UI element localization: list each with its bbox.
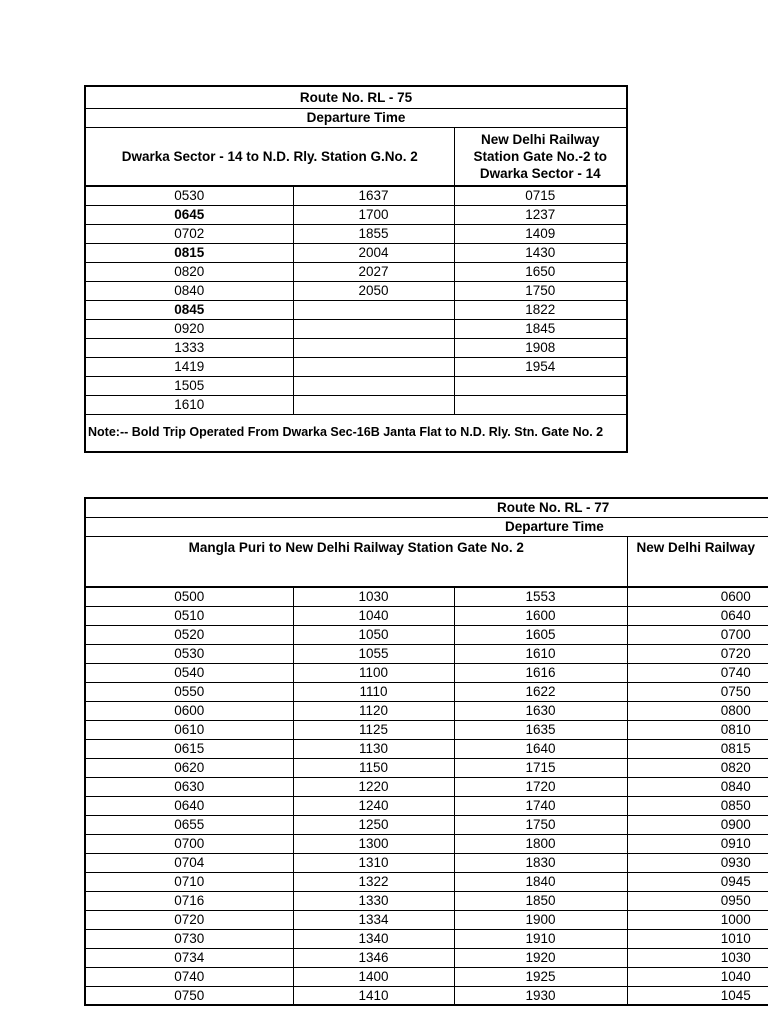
- table-row: [85, 357, 627, 376]
- departure-cell: 0530: [85, 644, 293, 663]
- departure-cell: 0700: [85, 834, 293, 853]
- departure-cell: 0704: [85, 853, 293, 872]
- table-row: [85, 205, 627, 224]
- return-cell: 0900: [627, 815, 768, 834]
- departure-cell: 1553: [454, 587, 627, 606]
- note-row: [85, 414, 627, 452]
- departure-cell: 1050: [293, 625, 454, 644]
- departure-cell: 1930: [454, 986, 627, 1005]
- departure-cell: 1925: [454, 967, 627, 986]
- departure-cell: 1855: [293, 224, 454, 243]
- return-cell: 0910: [627, 834, 768, 853]
- table-row: [85, 796, 768, 815]
- table-row: [85, 281, 627, 300]
- return-cell: 0715: [454, 186, 627, 205]
- departure-cell: 0620: [85, 758, 293, 777]
- departure-cell: 1505: [85, 376, 293, 395]
- table-row: [85, 300, 627, 319]
- departure-cell: 1100: [293, 663, 454, 682]
- table-row: [85, 815, 768, 834]
- table-row: [85, 319, 627, 338]
- departure-cell: 1605: [454, 625, 627, 644]
- departure-cell: 1750: [454, 815, 627, 834]
- departure-cell: 1910: [454, 929, 627, 948]
- return-cell: 1045: [627, 986, 768, 1005]
- table-row: [85, 853, 768, 872]
- return-cell: 1030: [627, 948, 768, 967]
- table-row: [85, 395, 627, 414]
- table-row: [85, 872, 768, 891]
- departure-cell: 1715: [454, 758, 627, 777]
- return-cell: 1409: [454, 224, 627, 243]
- departure-cell: 0500: [85, 587, 293, 606]
- departure-cell: 0920: [85, 319, 293, 338]
- departure-cell: 0540: [85, 663, 293, 682]
- table-row: [85, 262, 627, 281]
- table-row: [85, 986, 768, 1005]
- departure-cell: [293, 319, 454, 338]
- return-cell: 0930: [627, 853, 768, 872]
- route-rl77-table: [84, 497, 768, 1006]
- table-row: [85, 625, 768, 644]
- departure-cell: 0710: [85, 872, 293, 891]
- departure-cell: 0734: [85, 948, 293, 967]
- return-cell: 1040: [627, 967, 768, 986]
- route-rl75-title: Route No. RL - 75: [85, 86, 627, 108]
- route-rl75-departure-label: Departure Time: [85, 108, 627, 127]
- table-row: [85, 720, 768, 739]
- table-row: [85, 948, 768, 967]
- departure-cell: 1125: [293, 720, 454, 739]
- table-row: [85, 644, 768, 663]
- return-cell: 1908: [454, 338, 627, 357]
- return-cell: 0740: [627, 663, 768, 682]
- return-cell: 1822: [454, 300, 627, 319]
- route-rl77-title: Route No. RL - 77: [85, 498, 768, 517]
- departure-cell: 1740: [454, 796, 627, 815]
- return-cell: 0850: [627, 796, 768, 815]
- departure-cell: 1346: [293, 948, 454, 967]
- table-row: [85, 663, 768, 682]
- departure-cell: [293, 376, 454, 395]
- route-rl75-direction-2: New Delhi Railway Station Gate No.-2 to Dwarka Sector - 14: [454, 127, 627, 186]
- departure-cell: [293, 395, 454, 414]
- departure-cell: 1850: [454, 891, 627, 910]
- table-row: [85, 891, 768, 910]
- departure-cell: 0615: [85, 739, 293, 758]
- return-cell: 1845: [454, 319, 627, 338]
- departure-cell: 1419: [85, 357, 293, 376]
- return-cell: 0720: [627, 644, 768, 663]
- route-rl77-direction-1: Mangla Puri to New Delhi Railway Station Gate No. 2: [85, 536, 627, 587]
- route-rl77-body: [85, 498, 768, 1005]
- departure-cell: 0630: [85, 777, 293, 796]
- route-rl75-body: [85, 86, 627, 452]
- route-rl75-note: Note:-- Bold Trip Operated From Dwarka Sec-16B Janta Flat to N.D. Rly. Stn. Gate No. 2: [85, 414, 627, 452]
- return-cell: 0945: [627, 872, 768, 891]
- departure-cell: [293, 357, 454, 376]
- table-row: [85, 910, 768, 929]
- table-row: [85, 929, 768, 948]
- table-row: [85, 243, 627, 262]
- departure-cell: 0845: [85, 300, 293, 319]
- departure-cell: 1330: [293, 891, 454, 910]
- departure-cell: 2050: [293, 281, 454, 300]
- return-cell: 0700: [627, 625, 768, 644]
- departure-cell: 1250: [293, 815, 454, 834]
- return-cell: 0840: [627, 777, 768, 796]
- departure-cell: 1040: [293, 606, 454, 625]
- departure-cell: 0820: [85, 262, 293, 281]
- table-row: [85, 777, 768, 796]
- departure-cell: 1030: [293, 587, 454, 606]
- table-row: [85, 701, 768, 720]
- departure-cell: 1220: [293, 777, 454, 796]
- table-row: [85, 587, 768, 606]
- departure-cell: 1333: [85, 338, 293, 357]
- departure-cell: 1240: [293, 796, 454, 815]
- return-cell: 0600: [627, 587, 768, 606]
- route-rl77-direction-2: New Delhi Railway: [627, 536, 768, 587]
- departure-cell: 1900: [454, 910, 627, 929]
- departure-cell: 1130: [293, 739, 454, 758]
- departure-cell: 0610: [85, 720, 293, 739]
- table-row: [85, 606, 768, 625]
- return-cell: 1237: [454, 205, 627, 224]
- departure-cell: 1600: [454, 606, 627, 625]
- departure-cell: 0730: [85, 929, 293, 948]
- departure-cell: [293, 338, 454, 357]
- table-row: [85, 682, 768, 701]
- departure-cell: 0750: [85, 986, 293, 1005]
- table-row: [85, 758, 768, 777]
- departure-cell: 1340: [293, 929, 454, 948]
- return-cell: 1954: [454, 357, 627, 376]
- table-row: [85, 739, 768, 758]
- departure-cell: 1622: [454, 682, 627, 701]
- departure-cell: 1410: [293, 986, 454, 1005]
- departure-cell: 0510: [85, 606, 293, 625]
- departure-cell: 1830: [454, 853, 627, 872]
- return-cell: [454, 376, 627, 395]
- return-cell: 1750: [454, 281, 627, 300]
- departure-cell: 1150: [293, 758, 454, 777]
- departure-cell: 0840: [85, 281, 293, 300]
- departure-cell: 1300: [293, 834, 454, 853]
- departure-cell: 1120: [293, 701, 454, 720]
- route-rl75-table: [84, 85, 628, 453]
- route-rl77-departure-label: Departure Time: [85, 517, 768, 536]
- departure-cell: 1800: [454, 834, 627, 853]
- return-cell: 0640: [627, 606, 768, 625]
- departure-cell: 1700: [293, 205, 454, 224]
- return-cell: 0815: [627, 739, 768, 758]
- table-row: [85, 338, 627, 357]
- departure-cell: 1920: [454, 948, 627, 967]
- table-row: [85, 967, 768, 986]
- departure-cell: 0740: [85, 967, 293, 986]
- return-cell: 1430: [454, 243, 627, 262]
- table-row: [85, 834, 768, 853]
- route-rl75-direction-1: Dwarka Sector - 14 to N.D. Rly. Station G.No. 2: [85, 127, 454, 186]
- departure-cell: 1610: [85, 395, 293, 414]
- departure-cell: 1334: [293, 910, 454, 929]
- departure-cell: 0702: [85, 224, 293, 243]
- table-row: [85, 376, 627, 395]
- departure-cell: 1055: [293, 644, 454, 663]
- return-cell: 0820: [627, 758, 768, 777]
- return-cell: 1010: [627, 929, 768, 948]
- departure-cell: 1610: [454, 644, 627, 663]
- return-cell: 0810: [627, 720, 768, 739]
- return-cell: 1650: [454, 262, 627, 281]
- table-row: [85, 186, 627, 205]
- departure-cell: 1635: [454, 720, 627, 739]
- departure-cell: 0720: [85, 910, 293, 929]
- return-cell: 0950: [627, 891, 768, 910]
- departure-cell: 1322: [293, 872, 454, 891]
- departure-cell: 0520: [85, 625, 293, 644]
- departure-cell: 1110: [293, 682, 454, 701]
- table-row: [85, 224, 627, 243]
- departure-cell: 0640: [85, 796, 293, 815]
- departure-cell: 0815: [85, 243, 293, 262]
- return-cell: 0800: [627, 701, 768, 720]
- departure-cell: 0600: [85, 701, 293, 720]
- departure-cell: 1840: [454, 872, 627, 891]
- return-cell: 0750: [627, 682, 768, 701]
- return-cell: [454, 395, 627, 414]
- departure-cell: 2004: [293, 243, 454, 262]
- departure-cell: 1630: [454, 701, 627, 720]
- departure-cell: 0645: [85, 205, 293, 224]
- departure-cell: 0655: [85, 815, 293, 834]
- return-cell: 1000: [627, 910, 768, 929]
- departure-cell: 1637: [293, 186, 454, 205]
- departure-cell: 0716: [85, 891, 293, 910]
- departure-cell: 0530: [85, 186, 293, 205]
- departure-cell: 0550: [85, 682, 293, 701]
- departure-cell: 2027: [293, 262, 454, 281]
- departure-cell: 1400: [293, 967, 454, 986]
- departure-cell: 1720: [454, 777, 627, 796]
- departure-cell: [293, 300, 454, 319]
- departure-cell: 1310: [293, 853, 454, 872]
- departure-cell: 1640: [454, 739, 627, 758]
- departure-cell: 1616: [454, 663, 627, 682]
